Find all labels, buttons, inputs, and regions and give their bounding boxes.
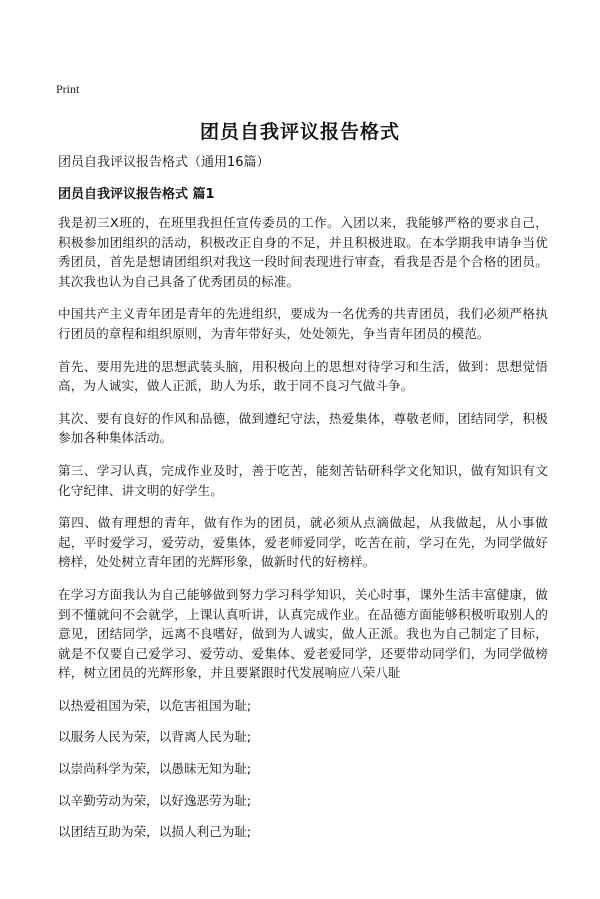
honor-disgrace-list [58, 696, 548, 842]
section-heading: 团员自我评议报告格式 篇1 [58, 187, 215, 202]
list-item: 以团结互助为荣，以损人利己为耻; [58, 824, 252, 840]
paragraph-league-standard: 中国共产主义青年团是青年的先进组织，要成为一名优秀的共青团员，我们必须严格执行团员的章程和组织原则，为青年带好头，处处领先，争当青年团员的模范。 [58, 306, 548, 341]
list-item: 以热爱祖国为荣，以危害祖国为耻; [58, 697, 252, 713]
paragraph-study-morals: 在学习方面我认为自己能够做到努力学习科学知识，关心时事，课外生活丰富健康，做到不懂就问不会就学，上课认真听讲，认真完成作业。在品德方面能够积极听取别人的意见，团结同学，远离不良嗜好，做到为人诚实，做人正派。我也为自己制定了目标，就是不仅要自己爱学习、爱劳动、爱集体、爱老爱同学，还要带动同学们，为同学做榜样，树立团员的光辉形象，并且要紧跟时代发展响应八荣八耻 [58, 586, 548, 681]
page-title: 团员自我评议报告格式 [199, 121, 400, 143]
paragraph-third-point: 第三、学习认真，完成作业及时，善于吃苦，能刻苦钻研科学文化知识，做有知识有文化守纪律、讲文明的好学生。 [58, 462, 548, 498]
paragraph-fourth-point: 第四、做有理想的青年，做有作为的团员，就必须从点滴做起，从我做起，从小事做起，平时爱学习，爱劳动，爱集体，爱老师爱同学，吃苦在前，学习在先，为同学做好榜样，处处树立青年团的光辉形象，做新时代的好榜样。 [58, 515, 548, 570]
paragraph-intro: 我是初三X班的，在班里我担任宣传委员的工作。入团以来，我能够严格的要求自己，积极参加团组织的活动，积极改正自身的不足，并且积极进取。在本学期我申请争当优秀团员，首先是想请团组织对我这一段时间表现进行审查，看我是否是个合格的团员。其次我也认为自己具备了优秀团员的标准。 [58, 215, 548, 289]
document-subtitle: 团员自我评议报告格式（通用16篇） [58, 155, 270, 170]
print-label: Print [56, 82, 80, 96]
list-item: 以辛勤劳动为荣，以好逸恶劳为耻; [58, 792, 252, 808]
list-item: 以服务人民为荣，以背离人民为耻; [58, 729, 252, 745]
document-body [58, 153, 548, 854]
paragraph-second-point: 其次、要有良好的作风和品德，做到遵纪守法，热爱集体，尊敬老师，团结同学，积极参加各种集体活动。 [58, 410, 548, 446]
list-item: 以崇尚科学为荣，以愚昧无知为耻; [58, 761, 252, 777]
paragraph-first-point: 首先、要用先进的思想武装头脑，用积极向上的思想对待学习和生活，做到：思想觉悟高，为人诚实，做人正派，助人为乐，敢于同不良习气做斗争。 [58, 358, 548, 394]
